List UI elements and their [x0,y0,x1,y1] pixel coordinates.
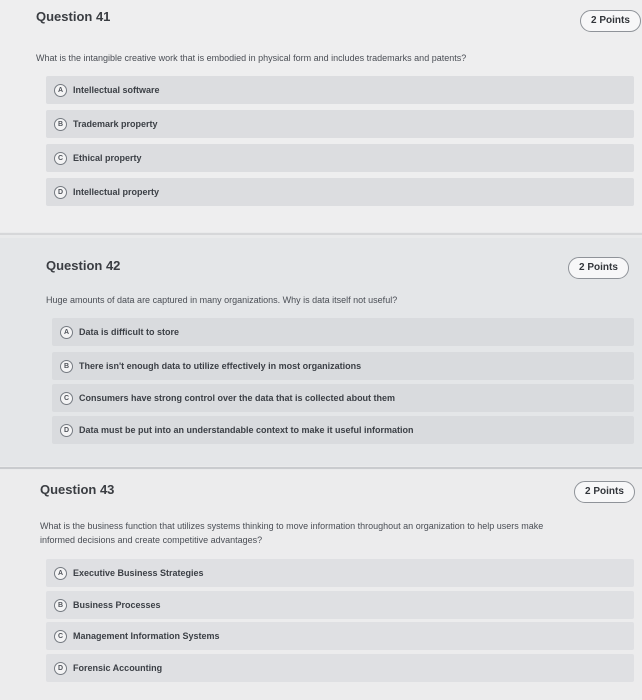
points-badge: 2 Points [568,257,629,279]
question-title: Question 42 [46,258,121,273]
option-label: Executive Business Strategies [73,568,204,578]
option-letter-badge: B [54,118,67,131]
option-label: Trademark property [73,119,158,129]
option-c[interactable] [46,144,634,172]
option-label: Intellectual property [73,187,160,197]
question-prompt-line-2: informed decisions and create competitive advantages? [40,535,263,545]
option-a[interactable] [46,76,634,104]
question-prompt: What is the intangible creative work that is embodied in physical form and includes trademarks and patents? [36,53,467,63]
option-letter-badge: C [54,630,67,643]
question-title: Question 43 [40,482,115,497]
points-badge: 2 Points [574,481,635,503]
option-b[interactable] [46,591,634,619]
option-letter-badge: D [60,424,73,437]
question-43-card [0,470,642,700]
option-letter-badge: A [54,84,67,97]
option-letter-badge: A [54,567,67,580]
option-c[interactable] [52,384,634,412]
option-label: Ethical property [73,153,142,163]
option-letter-badge: C [54,152,67,165]
option-a[interactable] [52,318,634,346]
option-letter-badge: C [60,392,73,405]
option-label: Data is difficult to store [79,327,180,337]
option-label: Business Processes [73,600,161,610]
option-d[interactable] [52,416,634,444]
option-letter-badge: D [54,662,67,675]
option-label: Intellectual software [73,85,160,95]
option-label: Consumers have strong control over the data that is collected about them [79,393,396,403]
option-letter-badge: B [60,360,73,373]
question-title: Question 41 [36,9,111,24]
section-divider [0,467,642,469]
option-c[interactable] [46,622,634,650]
option-letter-badge: B [54,599,67,612]
option-d[interactable] [46,654,634,682]
option-letter-badge: D [54,186,67,199]
option-b[interactable] [52,352,634,380]
option-d[interactable] [46,178,634,206]
option-letter-badge: A [60,326,73,339]
question-prompt: Huge amounts of data are captured in many organizations. Why is data itself not useful? [46,295,398,305]
section-divider [0,233,642,235]
option-label: Data must be put into an understandable context to make it useful information [79,425,414,435]
question-41-card [0,0,642,232]
points-badge: 2 Points [580,10,641,32]
option-label: Forensic Accounting [73,663,163,673]
option-label: Management Information Systems [73,631,220,641]
option-b[interactable] [46,110,634,138]
question-42-card [0,238,642,466]
option-label: There isn't enough data to utilize effectively in most organizations [79,361,362,371]
option-a[interactable] [46,559,634,587]
question-prompt-line-1: What is the business function that utilizes systems thinking to move information throughout an organization to help users make [40,521,544,531]
